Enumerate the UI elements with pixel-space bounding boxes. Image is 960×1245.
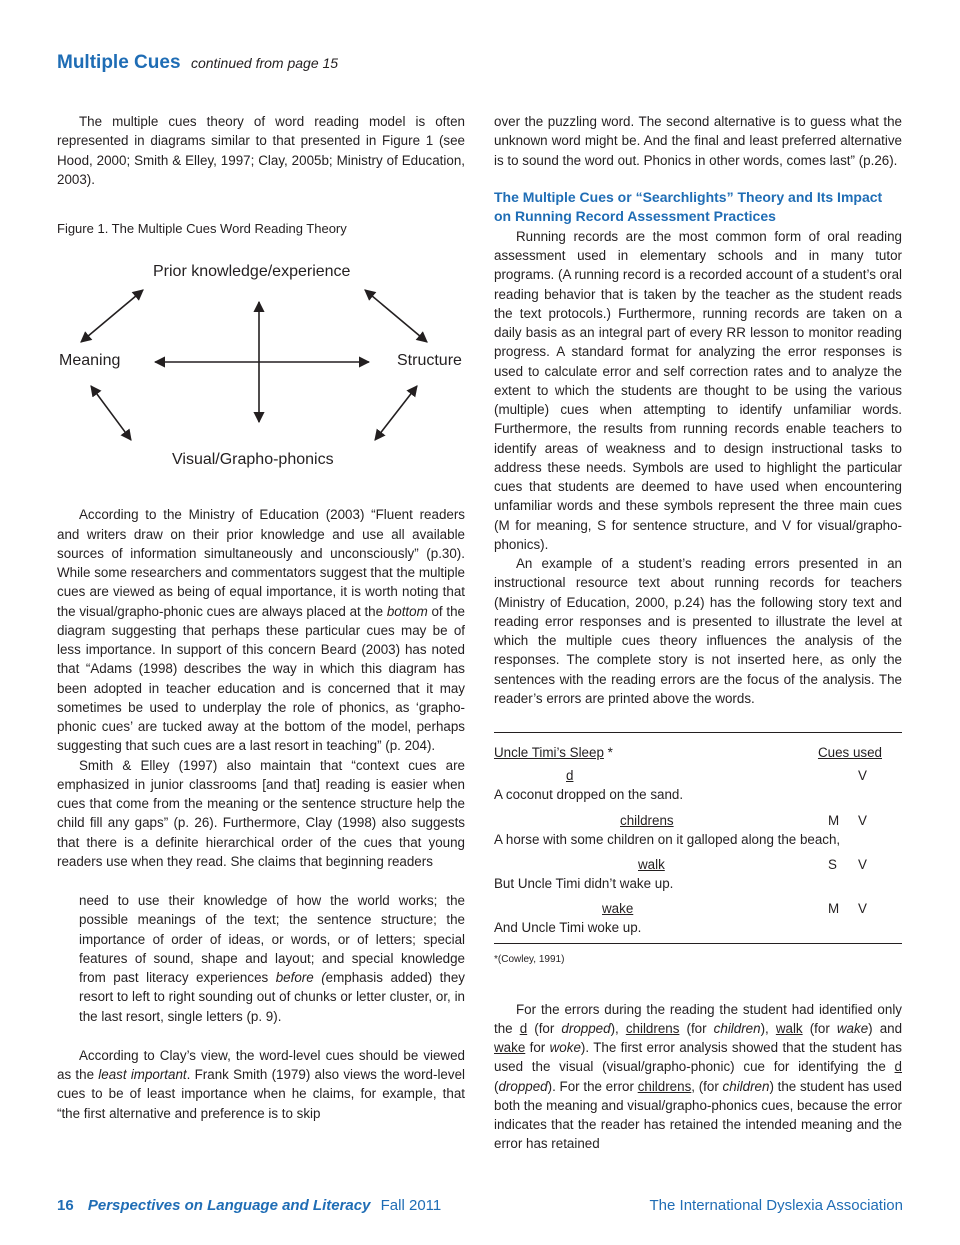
left-column xyxy=(57,112,465,1123)
block-quote: need to use their knowledge of how the world works; the possible meanings of the text; the sentence structure; the importance of order of ideas, or words, or of letters; special features of sound, shape and layout; and special knowledge from past literacy experiences before (emphasis added) they resort to left to right sounding out of chunks or letter cluster, or, in the last resort, single letters (p. 9). xyxy=(79,893,465,1024)
reader-error: childrens xyxy=(620,812,674,828)
reader-error: d xyxy=(566,768,574,784)
story-sentence: But Uncle Timi didn’t wake up. xyxy=(494,875,674,891)
arrow-structure-visual xyxy=(375,386,417,440)
issue-season: Fall 2011 xyxy=(380,1197,442,1214)
example-row xyxy=(494,766,902,804)
page-number: 16 xyxy=(57,1197,74,1214)
story-sentence: A coconut dropped on the sand. xyxy=(494,787,684,803)
example-row xyxy=(494,855,902,893)
figure-caption: Figure 1. The Multiple Cues Word Reading Theory xyxy=(57,221,347,236)
organization-name: The International Dyslexia Association xyxy=(649,1197,903,1214)
cue-mark: V xyxy=(858,856,867,872)
page-footer xyxy=(57,1197,903,1214)
label-visual-grapho-phonics: Visual/Grapho-phonics xyxy=(172,451,334,469)
arrow-prior-structure xyxy=(365,290,427,342)
subheading: The Multiple Cues or “Searchlights” Theory and Its Impact on Running Record Assessment Practices xyxy=(494,188,883,225)
story-title: Uncle Timi’s Sleep xyxy=(494,745,604,760)
cue-mark: V xyxy=(858,812,867,828)
journal-title: Perspectives on Language and Literacy xyxy=(87,1197,371,1214)
cue-mark: M xyxy=(828,812,840,828)
section-title: Multiple Cues xyxy=(57,52,181,73)
example-row xyxy=(494,811,902,849)
cue-mark: V xyxy=(858,901,867,916)
cue-mark: S xyxy=(828,856,837,872)
paragraph: For the errors during the reading the student had identified only the d (for dropped), childrens (for children), walk (for wake) and wake for woke). The first error analysis showed that the student has used the visual (visual/grapho-phonic) cue for identifying the d (dropped). For the error childrens, (for children) the student has used both the meaning and visual/grapho-phonics cues, because the error indicates that the reader has retained the intended meaning and the error has retained xyxy=(494,1001,903,1152)
example-header xyxy=(494,743,902,762)
example-row xyxy=(494,899,902,937)
paragraph: Running records are the most common form of oral reading assessment used in elementary schools and in many tutor programs. (A running record is a recorded account of a student’s oral reading behavior that is taken by the teacher as the student reads the text protocols.) Furthermore, running records are taken on a daily basis as an integral part of every RR lesson to monitor reading progress. A standard format for analyzing the error responses is used to calculate error and self correction rates and to analyze the extent to which the students are thought to be using the various (multiple) cues when attempting to identify unfamiliar words. Furthermore, the results from running records enable teachers to identify areas of weakness and to design instructional tasks to address these needs. Symbols are used to highlight the particular cues that students are deemed to have used when encountering unfamiliar words and these symbols represent the three main cues (M for meaning, S for sentence structure, and V for visual/grapho-phonics). xyxy=(494,228,902,552)
arrow-meaning-visual xyxy=(91,386,131,440)
story-sentence: A horse with some children on it galloped along the beach, xyxy=(494,831,841,847)
cue-mark: V xyxy=(858,768,867,784)
right-column xyxy=(494,112,902,1154)
cues-used-header: Cues used xyxy=(817,745,882,760)
footnote-star: * xyxy=(607,745,613,760)
cue-mark: M xyxy=(828,901,840,916)
label-structure: Structure xyxy=(397,352,462,370)
label-meaning: Meaning xyxy=(59,352,121,370)
multiple-cues-diagram xyxy=(57,240,465,505)
paragraph: Smith & Elley (1997) also maintain that “context cues are emphasized in junior classrooms [and that] reading is easier when cues that come from the meaning or the sentence structure help the child fill any gaps” (p. 26). Furthermore, Clay (1998) also suggests that there is a definite hierarchical order of the cues that young readers use when they read. She claims that beginning readers xyxy=(57,757,465,869)
label-prior-knowledge: Prior knowledge/experience xyxy=(153,263,351,281)
example-rows xyxy=(494,766,902,937)
paragraph: According to the Ministry of Education (2003) “Fluent readers and writers draw on their prior knowledge and use all available sources of information simultaneously and unconsciously” (p.30). While some researchers and commentators suggest that the multiple cues are viewed as being of equal importance, it is worth noting that the visual/grapho-phonic cues are always placed at the bottom of the diagram suggesting that perhaps these particular cues may be of less importance. In support of this concern Beard (2003) has noted that “Adams (1998) describes the way in which this diagram has been adopted in teacher education and is concerned that it may sometimes be used to underplay the role of phonics, as ‘grapho-phonic cues’ are tucked away at the bottom of the model, perhaps suggesting that such cues are a last resort in teaching” (p. 204). xyxy=(57,507,465,754)
reader-error: walk xyxy=(638,856,665,872)
paragraph: over the puzzling word. The second alternative is to guess what the unknown word might be. And the final and least preferred alternative is to sound the word out. Phonics in other words, comes last” (p.26). xyxy=(494,114,902,168)
continued-note: continued from page 15 xyxy=(190,55,339,71)
running-record-example xyxy=(494,732,902,944)
running-header xyxy=(57,52,338,74)
arrow-meaning-prior xyxy=(81,290,143,342)
source-note: *(Cowley, 1991) xyxy=(494,954,565,966)
paragraph: An example of a student’s reading errors presented in an instructional resource text about running records for teachers (Ministry of Education, 2000, p.24) has the following story text and reading error responses and is presented to illustrate the level at which the multiple cues theory influences the analysis of the responses. The complete story is not inserted here, as only the sentences with the reading errors are the focus of the analysis. The reader’s errors are printed above the words. xyxy=(494,556,902,706)
reader-error: wake xyxy=(602,901,634,916)
paragraph: The multiple cues theory of word reading model is often represented in diagrams similar to that presented in Figure 1 (see Hood, 2000; Smith & Elley, 1997; Clay, 2005b; Ministry of Education, 2003). xyxy=(57,114,465,187)
paragraph: According to Clay’s view, the word-level cues should be viewed as the least important. Frank Smith (1979) also views the word-level cues to be of least importance when he claims, for example, that “the first alternative and preference is to skip xyxy=(57,1047,465,1121)
story-sentence: And Uncle Timi woke up. xyxy=(494,920,642,935)
